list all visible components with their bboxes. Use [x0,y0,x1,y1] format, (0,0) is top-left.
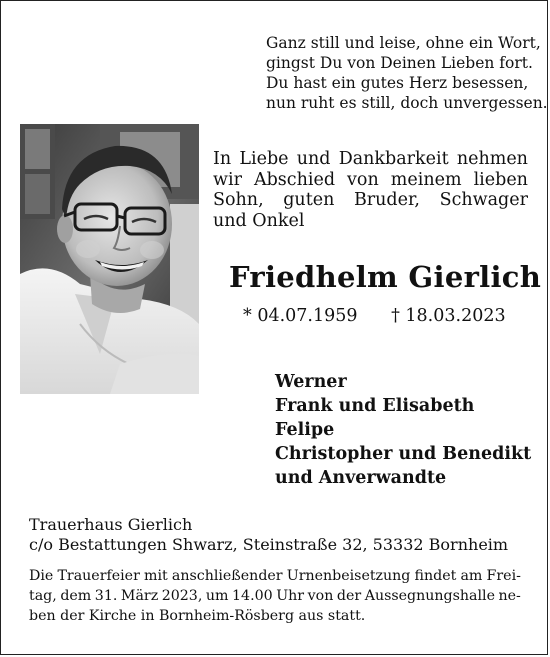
service-word: tag, [29,588,57,604]
intro-word: Abschied [253,169,336,190]
intro-word: Liebe [239,149,289,169]
family-list [275,370,531,490]
service-word: Aussegnungshalle [364,588,495,604]
service-line: ben der Kirche in Bornheim-Rösberg aus statt. [29,608,366,624]
service-word: der [336,588,362,604]
service-word: von [307,588,334,604]
service-word: Urnenbeisetzung [286,568,411,584]
service-word: findet [414,568,457,584]
poem-line: Ganz still und leise, ohne ein Wort, [266,34,541,52]
intro-word: In [213,149,232,169]
address-line: Trauerhaus Gierlich [29,515,193,534]
portrait-photo [20,124,199,394]
family-member: Werner [275,372,347,392]
intro-word: Schwager [439,190,528,210]
service-word: Uhr [276,588,305,604]
poem-line: nun ruht es still, doch unvergessen. [266,94,548,112]
birth-date: * 04.07.1959 [243,306,358,326]
intro-word: meinem [390,169,462,190]
family-member: Christopher und Benedikt [275,444,532,464]
service-word: 2023, [161,588,203,604]
family-member: und Anverwandte [275,468,447,488]
intro-line [213,149,528,170]
intro-word: lieben [473,169,528,190]
intro-word: und [296,149,331,169]
intro-line [213,190,528,211]
address-line: c/o Bestattungen Shwarz, Steinstraße 32, 53332 Bornheim [29,535,509,554]
funeral-service-info [29,566,521,626]
service-word: ne- [498,588,521,604]
mourning-address [29,515,508,555]
intro-word: Bruder, [353,190,420,210]
family-member: Felipe [275,420,335,440]
service-word: dem [60,588,92,604]
intro-word: nehmen [456,149,528,169]
service-word: 14.00 [232,588,273,604]
service-word: um [205,588,229,604]
life-dates [243,306,506,326]
service-word: Frei- [486,568,521,584]
intro-word: Dankbarkeit [338,149,449,169]
service-word: Trauerfeier [57,568,140,584]
intro-text [213,149,528,231]
service-line [29,566,521,586]
death-date: † 18.03.2023 [391,306,506,326]
service-line [29,586,521,606]
service-word: 31. [94,588,118,604]
intro-line: und Onkel [213,210,305,231]
family-member: Frank und Elisabeth [275,396,475,416]
service-word: anschließender [171,568,283,584]
intro-word: Sohn, [213,190,264,210]
service-word: mit [144,568,168,584]
intro-word: wir [213,169,242,190]
service-word: Die [29,568,54,584]
poem-line: Du hast ein gutes Herz besessen, [266,74,529,92]
service-word: März [120,588,159,604]
service-word: am [460,568,483,584]
intro-line [213,170,528,191]
intro-word: von [347,169,379,190]
deceased-name: Friedhelm Gierlich [229,260,542,294]
intro-word: guten [283,190,335,210]
poem [266,33,548,113]
poem-line: gingst Du von Deinen Lieben fort. [266,54,533,72]
